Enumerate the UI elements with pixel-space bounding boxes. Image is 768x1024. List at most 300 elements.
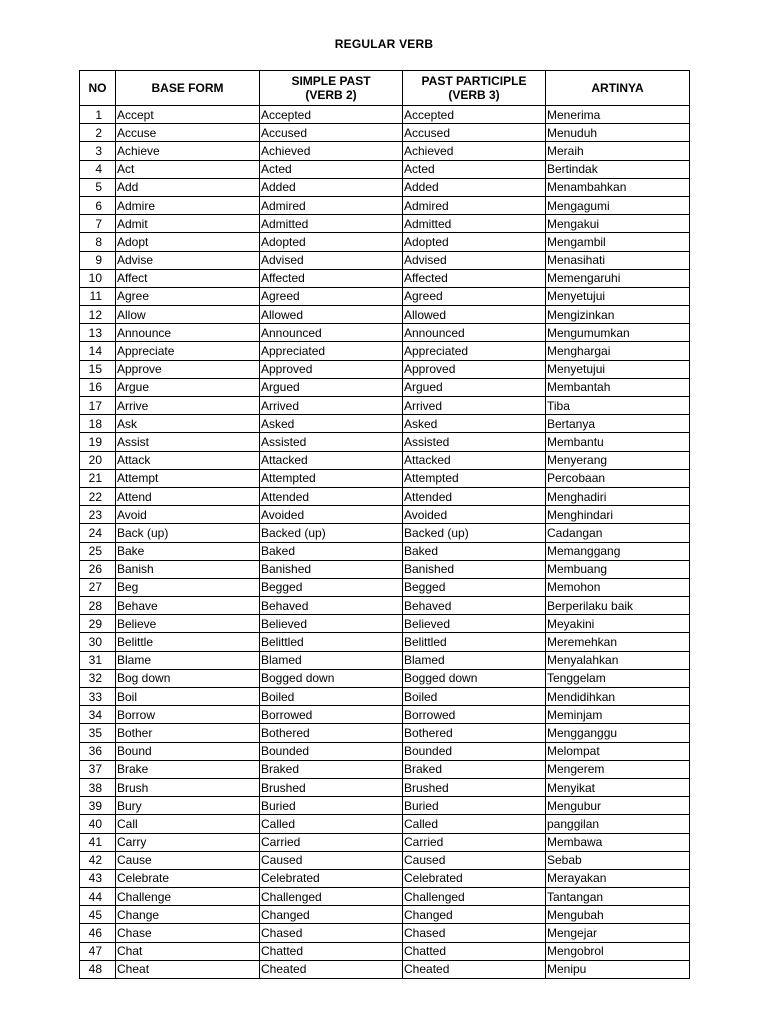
cell-base-form: Call (116, 815, 260, 833)
cell-no: 40 (80, 815, 116, 833)
table-row (80, 706, 690, 724)
cell-past-participle: Boiled (403, 688, 546, 706)
cell-past-participle: Blamed (403, 651, 546, 669)
cell-past-participle: Belittled (403, 633, 546, 651)
cell-simple-past: Assisted (260, 433, 403, 451)
cell-no: 46 (80, 924, 116, 942)
cell-simple-past: Challenged (260, 888, 403, 906)
cell-simple-past: Blamed (260, 651, 403, 669)
cell-no: 20 (80, 451, 116, 469)
table-row (80, 669, 690, 687)
cell-artinya: Mengubah (546, 906, 690, 924)
header-simple-past-line1: SIMPLE PAST (291, 74, 371, 88)
header-simple-past (260, 71, 403, 106)
cell-base-form: Ask (116, 415, 260, 433)
cell-simple-past: Boiled (260, 688, 403, 706)
cell-simple-past: Celebrated (260, 869, 403, 887)
cell-past-participle: Celebrated (403, 869, 546, 887)
table-row (80, 506, 690, 524)
cell-no: 38 (80, 778, 116, 796)
cell-simple-past: Appreciated (260, 342, 403, 360)
cell-simple-past: Accused (260, 124, 403, 142)
table-row (80, 342, 690, 360)
cell-no: 27 (80, 578, 116, 596)
cell-artinya: Menyalahkan (546, 651, 690, 669)
cell-base-form: Agree (116, 287, 260, 305)
cell-artinya: Menyikat (546, 778, 690, 796)
table-row (80, 942, 690, 960)
cell-no: 16 (80, 378, 116, 396)
cell-past-participle: Brushed (403, 778, 546, 796)
cell-base-form: Allow (116, 306, 260, 324)
cell-simple-past: Backed (up) (260, 524, 403, 542)
table-row (80, 760, 690, 778)
table-row (80, 542, 690, 560)
cell-past-participle: Approved (403, 360, 546, 378)
cell-artinya: Menyetujui (546, 287, 690, 305)
cell-simple-past: Bounded (260, 742, 403, 760)
cell-simple-past: Announced (260, 324, 403, 342)
cell-base-form: Blame (116, 651, 260, 669)
table-row (80, 324, 690, 342)
cell-simple-past: Bothered (260, 724, 403, 742)
table-row (80, 196, 690, 214)
cell-base-form: Bother (116, 724, 260, 742)
cell-base-form: Bake (116, 542, 260, 560)
cell-base-form: Arrive (116, 397, 260, 415)
cell-past-participle: Cheated (403, 960, 546, 978)
cell-no: 25 (80, 542, 116, 560)
cell-past-participle: Chased (403, 924, 546, 942)
cell-artinya: Mengambil (546, 233, 690, 251)
cell-artinya: Memengaruhi (546, 269, 690, 287)
cell-artinya: Tantangan (546, 888, 690, 906)
cell-no: 32 (80, 669, 116, 687)
cell-no: 47 (80, 942, 116, 960)
cell-no: 5 (80, 178, 116, 196)
table-row (80, 378, 690, 396)
cell-base-form: Assist (116, 433, 260, 451)
cell-past-participle: Begged (403, 578, 546, 596)
cell-artinya: Memohon (546, 578, 690, 596)
cell-base-form: Brush (116, 778, 260, 796)
cell-artinya: Mengganggu (546, 724, 690, 742)
cell-past-participle: Admitted (403, 215, 546, 233)
cell-no: 15 (80, 360, 116, 378)
table-body (80, 106, 690, 979)
cell-past-participle: Appreciated (403, 342, 546, 360)
cell-simple-past: Bogged down (260, 669, 403, 687)
table-row (80, 269, 690, 287)
cell-simple-past: Brushed (260, 778, 403, 796)
cell-past-participle: Buried (403, 797, 546, 815)
cell-no: 37 (80, 760, 116, 778)
cell-artinya: Sebab (546, 851, 690, 869)
cell-base-form: Admire (116, 196, 260, 214)
cell-no: 4 (80, 160, 116, 178)
cell-no: 1 (80, 106, 116, 124)
header-row (80, 71, 690, 106)
header-past-participle (403, 71, 546, 106)
cell-past-participle: Braked (403, 760, 546, 778)
table-row (80, 397, 690, 415)
cell-base-form: Back (up) (116, 524, 260, 542)
cell-past-participle: Chatted (403, 942, 546, 960)
cell-base-form: Challenge (116, 888, 260, 906)
cell-base-form: Attend (116, 487, 260, 505)
table-row (80, 924, 690, 942)
table-row (80, 742, 690, 760)
cell-base-form: Argue (116, 378, 260, 396)
table-row (80, 797, 690, 815)
cell-artinya: Memanggang (546, 542, 690, 560)
cell-past-participle: Accused (403, 124, 546, 142)
cell-past-participle: Acted (403, 160, 546, 178)
cell-past-participle: Attempted (403, 469, 546, 487)
cell-no: 31 (80, 651, 116, 669)
table-row (80, 287, 690, 305)
cell-no: 36 (80, 742, 116, 760)
table-row (80, 415, 690, 433)
cell-past-participle: Backed (up) (403, 524, 546, 542)
table-row (80, 160, 690, 178)
cell-base-form: Behave (116, 597, 260, 615)
cell-simple-past: Caused (260, 851, 403, 869)
table-row (80, 215, 690, 233)
cell-base-form: Carry (116, 833, 260, 851)
cell-no: 42 (80, 851, 116, 869)
table-row (80, 906, 690, 924)
table-row (80, 633, 690, 651)
table-row (80, 124, 690, 142)
cell-no: 18 (80, 415, 116, 433)
cell-base-form: Borrow (116, 706, 260, 724)
cell-simple-past: Advised (260, 251, 403, 269)
cell-base-form: Add (116, 178, 260, 196)
cell-no: 41 (80, 833, 116, 851)
cell-past-participle: Advised (403, 251, 546, 269)
cell-base-form: Avoid (116, 506, 260, 524)
cell-past-participle: Allowed (403, 306, 546, 324)
cell-simple-past: Attacked (260, 451, 403, 469)
cell-artinya: Mengakui (546, 215, 690, 233)
cell-past-participle: Borrowed (403, 706, 546, 724)
cell-base-form: Act (116, 160, 260, 178)
cell-no: 29 (80, 615, 116, 633)
table-row (80, 142, 690, 160)
table-row (80, 688, 690, 706)
table-row (80, 178, 690, 196)
cell-base-form: Admit (116, 215, 260, 233)
table-row (80, 451, 690, 469)
cell-base-form: Banish (116, 560, 260, 578)
cell-simple-past: Adopted (260, 233, 403, 251)
cell-artinya: Menghadiri (546, 487, 690, 505)
cell-artinya: Melompat (546, 742, 690, 760)
cell-simple-past: Begged (260, 578, 403, 596)
cell-artinya: Mendidihkan (546, 688, 690, 706)
cell-base-form: Attack (116, 451, 260, 469)
cell-artinya: Mengumumkan (546, 324, 690, 342)
cell-past-participle: Baked (403, 542, 546, 560)
cell-artinya: Menasihati (546, 251, 690, 269)
cell-past-participle: Announced (403, 324, 546, 342)
cell-artinya: Menuduh (546, 124, 690, 142)
cell-no: 24 (80, 524, 116, 542)
cell-base-form: Announce (116, 324, 260, 342)
header-base-form: BASE FORM (116, 71, 260, 106)
cell-simple-past: Chased (260, 924, 403, 942)
cell-base-form: Beg (116, 578, 260, 596)
cell-no: 6 (80, 196, 116, 214)
cell-base-form: Cheat (116, 960, 260, 978)
cell-simple-past: Achieved (260, 142, 403, 160)
cell-simple-past: Buried (260, 797, 403, 815)
table-row (80, 615, 690, 633)
table-row (80, 306, 690, 324)
cell-no: 13 (80, 324, 116, 342)
cell-base-form: Appreciate (116, 342, 260, 360)
cell-artinya: Menambahkan (546, 178, 690, 196)
cell-base-form: Attempt (116, 469, 260, 487)
cell-artinya: Membawa (546, 833, 690, 851)
cell-past-participle: Attended (403, 487, 546, 505)
header-artinya: ARTINYA (546, 71, 690, 106)
cell-artinya: Cadangan (546, 524, 690, 542)
cell-base-form: Accept (116, 106, 260, 124)
table-row (80, 469, 690, 487)
table-row (80, 487, 690, 505)
cell-base-form: Bog down (116, 669, 260, 687)
cell-past-participle: Bounded (403, 742, 546, 760)
cell-past-participle: Adopted (403, 233, 546, 251)
cell-simple-past: Baked (260, 542, 403, 560)
cell-simple-past: Believed (260, 615, 403, 633)
cell-no: 43 (80, 869, 116, 887)
header-past-participle-line2: (VERB 3) (448, 88, 500, 102)
cell-no: 35 (80, 724, 116, 742)
cell-no: 23 (80, 506, 116, 524)
table-row (80, 651, 690, 669)
cell-artinya: Merayakan (546, 869, 690, 887)
cell-no: 2 (80, 124, 116, 142)
cell-base-form: Belittle (116, 633, 260, 651)
cell-simple-past: Admired (260, 196, 403, 214)
cell-artinya: Membantah (546, 378, 690, 396)
cell-base-form: Affect (116, 269, 260, 287)
cell-base-form: Approve (116, 360, 260, 378)
cell-simple-past: Approved (260, 360, 403, 378)
cell-base-form: Boil (116, 688, 260, 706)
table-row (80, 360, 690, 378)
cell-no: 48 (80, 960, 116, 978)
verb-table (79, 70, 690, 979)
cell-simple-past: Argued (260, 378, 403, 396)
cell-no: 26 (80, 560, 116, 578)
cell-no: 12 (80, 306, 116, 324)
cell-artinya: Meremehkan (546, 633, 690, 651)
cell-artinya: panggilan (546, 815, 690, 833)
cell-base-form: Believe (116, 615, 260, 633)
cell-no: 34 (80, 706, 116, 724)
cell-simple-past: Behaved (260, 597, 403, 615)
cell-no: 44 (80, 888, 116, 906)
cell-past-participle: Changed (403, 906, 546, 924)
cell-simple-past: Attempted (260, 469, 403, 487)
cell-no: 17 (80, 397, 116, 415)
table-row (80, 578, 690, 596)
cell-simple-past: Carried (260, 833, 403, 851)
cell-simple-past: Allowed (260, 306, 403, 324)
table-row (80, 433, 690, 451)
cell-simple-past: Acted (260, 160, 403, 178)
cell-no: 14 (80, 342, 116, 360)
table-row (80, 815, 690, 833)
cell-simple-past: Agreed (260, 287, 403, 305)
cell-simple-past: Cheated (260, 960, 403, 978)
cell-past-participle: Asked (403, 415, 546, 433)
cell-no: 28 (80, 597, 116, 615)
cell-no: 9 (80, 251, 116, 269)
cell-no: 11 (80, 287, 116, 305)
cell-artinya: Percobaan (546, 469, 690, 487)
cell-simple-past: Chatted (260, 942, 403, 960)
cell-past-participle: Behaved (403, 597, 546, 615)
cell-artinya: Meyakini (546, 615, 690, 633)
cell-simple-past: Affected (260, 269, 403, 287)
cell-simple-past: Arrived (260, 397, 403, 415)
cell-artinya: Bertanya (546, 415, 690, 433)
cell-no: 45 (80, 906, 116, 924)
header-past-participle-line1: PAST PARTICIPLE (421, 74, 527, 88)
cell-artinya: Mengubur (546, 797, 690, 815)
table-header (80, 71, 690, 106)
cell-base-form: Chat (116, 942, 260, 960)
table-row (80, 233, 690, 251)
cell-past-participle: Argued (403, 378, 546, 396)
table-row (80, 560, 690, 578)
cell-artinya: Mengerem (546, 760, 690, 778)
cell-base-form: Brake (116, 760, 260, 778)
cell-base-form: Bound (116, 742, 260, 760)
cell-no: 7 (80, 215, 116, 233)
cell-no: 22 (80, 487, 116, 505)
cell-simple-past: Avoided (260, 506, 403, 524)
cell-past-participle: Bogged down (403, 669, 546, 687)
cell-artinya: Meraih (546, 142, 690, 160)
cell-simple-past: Changed (260, 906, 403, 924)
cell-simple-past: Braked (260, 760, 403, 778)
cell-base-form: Accuse (116, 124, 260, 142)
cell-base-form: Bury (116, 797, 260, 815)
page-title: REGULAR VERB (334, 37, 434, 51)
table-row (80, 851, 690, 869)
cell-past-participle: Admired (403, 196, 546, 214)
cell-past-participle: Bothered (403, 724, 546, 742)
cell-base-form: Chase (116, 924, 260, 942)
cell-base-form: Advise (116, 251, 260, 269)
table-row (80, 869, 690, 887)
cell-artinya: Mengejar (546, 924, 690, 942)
cell-simple-past: Called (260, 815, 403, 833)
table-row (80, 778, 690, 796)
cell-artinya: Mengizinkan (546, 306, 690, 324)
cell-past-participle: Arrived (403, 397, 546, 415)
cell-artinya: Mengobrol (546, 942, 690, 960)
cell-past-participle: Banished (403, 560, 546, 578)
table-row (80, 524, 690, 542)
cell-past-participle: Believed (403, 615, 546, 633)
cell-simple-past: Borrowed (260, 706, 403, 724)
header-no: NO (80, 71, 116, 106)
cell-past-participle: Assisted (403, 433, 546, 451)
cell-artinya: Tiba (546, 397, 690, 415)
cell-no: 39 (80, 797, 116, 815)
table-row (80, 106, 690, 124)
cell-past-participle: Agreed (403, 287, 546, 305)
cell-no: 21 (80, 469, 116, 487)
cell-past-participle: Carried (403, 833, 546, 851)
cell-artinya: Menyetujui (546, 360, 690, 378)
cell-past-participle: Attacked (403, 451, 546, 469)
cell-simple-past: Attended (260, 487, 403, 505)
cell-no: 19 (80, 433, 116, 451)
cell-base-form: Change (116, 906, 260, 924)
cell-no: 8 (80, 233, 116, 251)
cell-artinya: Menghargai (546, 342, 690, 360)
cell-past-participle: Affected (403, 269, 546, 287)
table-row (80, 960, 690, 978)
cell-past-participle: Avoided (403, 506, 546, 524)
cell-base-form: Cause (116, 851, 260, 869)
header-simple-past-line2: (VERB 2) (305, 88, 357, 102)
cell-no: 33 (80, 688, 116, 706)
table-row (80, 251, 690, 269)
cell-base-form: Achieve (116, 142, 260, 160)
cell-simple-past: Admitted (260, 215, 403, 233)
cell-base-form: Celebrate (116, 869, 260, 887)
cell-past-participle: Achieved (403, 142, 546, 160)
cell-artinya: Membuang (546, 560, 690, 578)
table-row (80, 888, 690, 906)
cell-base-form: Adopt (116, 233, 260, 251)
cell-no: 10 (80, 269, 116, 287)
cell-artinya: Menerima (546, 106, 690, 124)
cell-artinya: Mengagumi (546, 196, 690, 214)
cell-no: 3 (80, 142, 116, 160)
cell-artinya: Berperilaku baik (546, 597, 690, 615)
table-row (80, 724, 690, 742)
cell-no: 30 (80, 633, 116, 651)
cell-past-participle: Caused (403, 851, 546, 869)
cell-artinya: Membantu (546, 433, 690, 451)
cell-past-participle: Challenged (403, 888, 546, 906)
cell-artinya: Meminjam (546, 706, 690, 724)
cell-artinya: Tenggelam (546, 669, 690, 687)
cell-past-participle: Called (403, 815, 546, 833)
cell-artinya: Menipu (546, 960, 690, 978)
cell-artinya: Bertindak (546, 160, 690, 178)
cell-simple-past: Accepted (260, 106, 403, 124)
cell-simple-past: Belittled (260, 633, 403, 651)
cell-past-participle: Added (403, 178, 546, 196)
table-row (80, 597, 690, 615)
table-row (80, 833, 690, 851)
cell-simple-past: Added (260, 178, 403, 196)
cell-artinya: Menyerang (546, 451, 690, 469)
cell-past-participle: Accepted (403, 106, 546, 124)
cell-artinya: Menghindari (546, 506, 690, 524)
